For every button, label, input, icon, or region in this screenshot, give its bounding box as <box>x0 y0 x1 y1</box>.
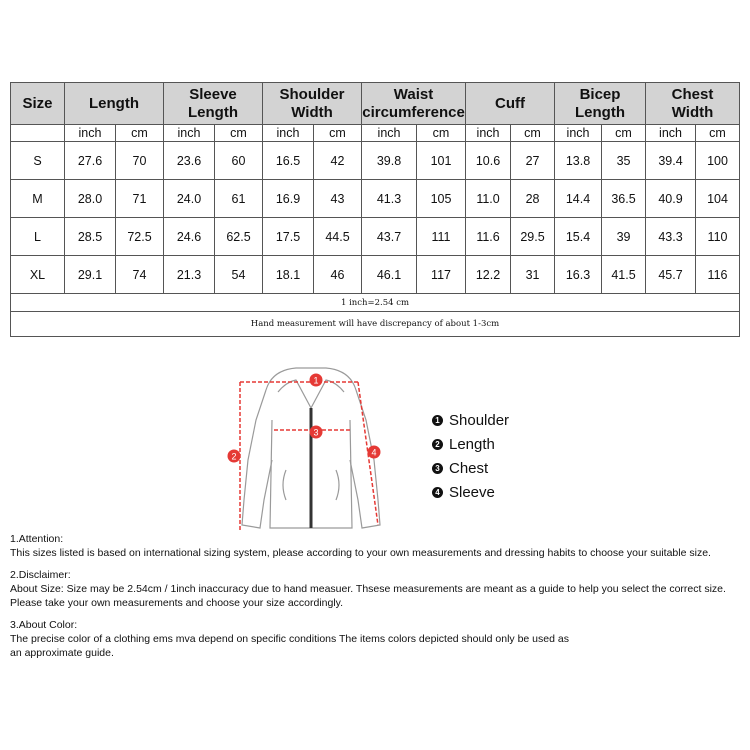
measurement-cell: 42 <box>314 142 362 180</box>
color-text: The precise color of a clothing ems mva depend on specific conditions The items colors depicted should only be used as <box>10 633 569 645</box>
table-row <box>11 256 740 294</box>
measurement-cell: 60 <box>215 142 263 180</box>
measurement-cell: 61 <box>215 180 263 218</box>
legend-label: Shoulder <box>449 411 510 429</box>
legend-item-length <box>432 432 509 456</box>
header-shoulder-width: Shoulder Width <box>263 83 362 125</box>
marker-3 <box>310 426 323 439</box>
legend-number-icon: 1 <box>432 415 443 426</box>
size-label-cell: M <box>11 180 65 218</box>
measurement-cell: 43.7 <box>362 218 417 256</box>
measurement-cell: 17.5 <box>263 218 314 256</box>
unit-cell: inch <box>466 125 511 142</box>
measurement-cell: 13.8 <box>555 142 602 180</box>
unit-cell: cm <box>116 125 164 142</box>
measurement-cell: 16.3 <box>555 256 602 294</box>
measurement-cell: 105 <box>417 180 466 218</box>
measurement-cell: 29.5 <box>511 218 555 256</box>
measurement-legend <box>432 408 509 504</box>
table-row <box>11 218 740 256</box>
measurement-cell: 27.6 <box>65 142 116 180</box>
measurement-cell: 104 <box>696 180 740 218</box>
legend-item-shoulder <box>432 408 509 432</box>
discrepancy-note-row <box>11 312 740 337</box>
measurement-cell: 28.5 <box>65 218 116 256</box>
measurement-cell: 24.6 <box>164 218 215 256</box>
measurement-cell: 23.6 <box>164 142 215 180</box>
jacket-measurement-diagram <box>226 360 396 540</box>
measurement-cell: 46 <box>314 256 362 294</box>
header-waist-circumference: Waist circumference <box>362 83 466 125</box>
legend-number-icon: 4 <box>432 487 443 498</box>
marker-2 <box>228 450 241 463</box>
header-size: Size <box>11 83 65 125</box>
measurement-cell: 28.0 <box>65 180 116 218</box>
legend-item-sleeve <box>432 480 509 504</box>
size-label-cell: XL <box>11 256 65 294</box>
color-title: 3.About Color: <box>10 619 78 631</box>
measurement-cell: 31 <box>511 256 555 294</box>
measurement-cell: 43 <box>314 180 362 218</box>
legend-label: Sleeve <box>449 483 495 501</box>
measurement-cell: 27 <box>511 142 555 180</box>
measurement-cell: 40.9 <box>646 180 696 218</box>
measurement-cell: 45.7 <box>646 256 696 294</box>
measurement-cell: 41.3 <box>362 180 417 218</box>
measurement-cell: 74 <box>116 256 164 294</box>
measurement-cell: 116 <box>696 256 740 294</box>
header-sleeve-length: Sleeve Length <box>164 83 263 125</box>
measurement-cell: 11.0 <box>466 180 511 218</box>
measurement-cell: 72.5 <box>116 218 164 256</box>
measurement-cell: 100 <box>696 142 740 180</box>
disclaimer-title: 2.Disclaimer: <box>10 569 71 581</box>
legend-label: Length <box>449 435 495 453</box>
measurement-cell: 117 <box>417 256 466 294</box>
measurement-cell: 10.6 <box>466 142 511 180</box>
measurement-cell: 110 <box>696 218 740 256</box>
conversion-note-row <box>11 294 740 312</box>
measurement-cell: 29.1 <box>65 256 116 294</box>
unit-cell: inch <box>555 125 602 142</box>
jacket-illustration <box>226 360 396 540</box>
measurement-cell: 16.5 <box>263 142 314 180</box>
measurement-cell: 46.1 <box>362 256 417 294</box>
measurement-cell: 101 <box>417 142 466 180</box>
size-label-cell: S <box>11 142 65 180</box>
measurement-cell: 24.0 <box>164 180 215 218</box>
conversion-note: 1 inch=2.54 cm <box>11 294 740 312</box>
disclaimer-text: About Size: Size may be 2.54cm / 1inch inaccuracy due to hand measuer. Thsese measurements are meant as a guide to help you select the correct size. <box>10 583 726 595</box>
marker-4 <box>368 446 381 459</box>
measurement-cell: 12.2 <box>466 256 511 294</box>
measurement-cell: 39 <box>602 218 646 256</box>
measurement-cell: 14.4 <box>555 180 602 218</box>
measurement-cell: 71 <box>116 180 164 218</box>
measurement-cell: 18.1 <box>263 256 314 294</box>
unit-row <box>11 125 740 142</box>
measurement-cell: 39.4 <box>646 142 696 180</box>
svg-text:3: 3 <box>313 427 319 438</box>
header-length: Length <box>65 83 164 125</box>
unit-cell: cm <box>215 125 263 142</box>
attention-text: This sizes listed is based on international sizing system, please according to your own measurements and dressing habits to choose your suitable size. <box>10 547 711 559</box>
measurement-cell: 11.6 <box>466 218 511 256</box>
discrepancy-note: Hand measurement will have discrepancy of about 1-3cm <box>11 312 740 337</box>
measurement-cell: 54 <box>215 256 263 294</box>
unit-cell: cm <box>417 125 466 142</box>
measurement-cell: 35 <box>602 142 646 180</box>
color-text-2: an approximate guide. <box>10 647 114 659</box>
unit-cell-blank <box>11 125 65 142</box>
measurement-cell: 62.5 <box>215 218 263 256</box>
svg-text:4: 4 <box>371 447 377 458</box>
measurement-cell: 28 <box>511 180 555 218</box>
header-chest-width: Chest Width <box>646 83 740 125</box>
notes-section <box>10 532 745 660</box>
svg-text:2: 2 <box>231 451 237 462</box>
legend-number-icon: 2 <box>432 439 443 450</box>
measurement-cell: 41.5 <box>602 256 646 294</box>
size-chart-table <box>10 82 740 337</box>
header-cuff: Cuff <box>466 83 555 125</box>
unit-cell: inch <box>263 125 314 142</box>
measurement-cell: 16.9 <box>263 180 314 218</box>
size-label-cell: L <box>11 218 65 256</box>
legend-label: Chest <box>449 459 489 477</box>
header-bicep-length: Bicep Length <box>555 83 646 125</box>
table-row <box>11 142 740 180</box>
marker-1 <box>310 374 323 387</box>
measurement-cell: 111 <box>417 218 466 256</box>
attention-title: 1.Attention: <box>10 533 64 545</box>
unit-cell: inch <box>646 125 696 142</box>
legend-item-chest <box>432 456 509 480</box>
unit-cell: inch <box>362 125 417 142</box>
legend-number-icon: 3 <box>432 463 443 474</box>
unit-cell: cm <box>511 125 555 142</box>
unit-cell: cm <box>696 125 740 142</box>
measurement-cell: 36.5 <box>602 180 646 218</box>
measurement-cell: 44.5 <box>314 218 362 256</box>
measurement-cell: 15.4 <box>555 218 602 256</box>
disclaimer-text-2: Please take your own measurements and choose your size accordingly. <box>10 597 344 609</box>
measurement-cell: 21.3 <box>164 256 215 294</box>
unit-cell: inch <box>164 125 215 142</box>
measurement-cell: 70 <box>116 142 164 180</box>
unit-cell: cm <box>602 125 646 142</box>
svg-text:1: 1 <box>313 375 319 386</box>
measurement-cell: 43.3 <box>646 218 696 256</box>
header-row <box>11 83 740 125</box>
table-row <box>11 180 740 218</box>
unit-cell: cm <box>314 125 362 142</box>
unit-cell: inch <box>65 125 116 142</box>
measurement-cell: 39.8 <box>362 142 417 180</box>
